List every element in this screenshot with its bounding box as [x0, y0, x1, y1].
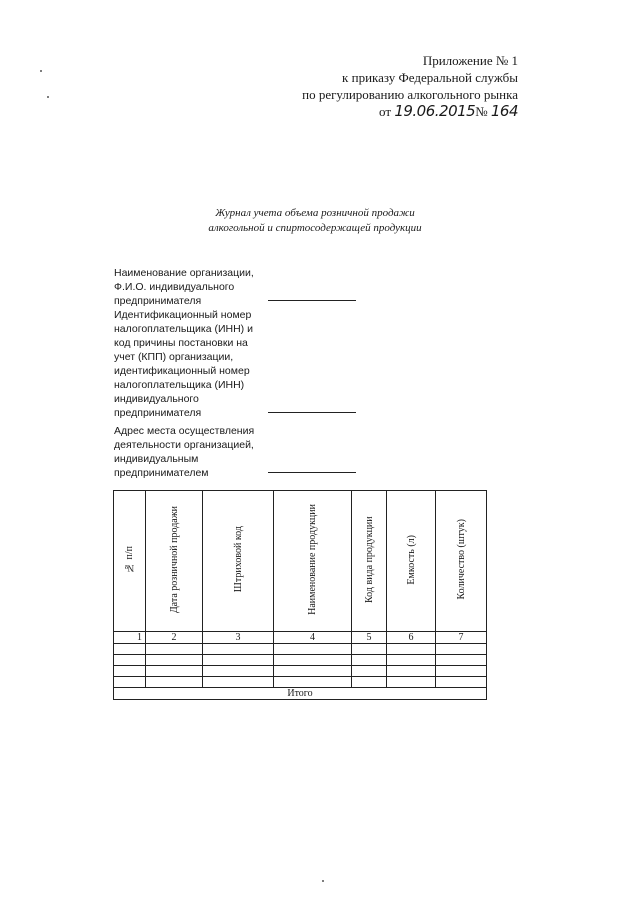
- column-number-row: [114, 632, 487, 644]
- table-row: [114, 666, 487, 677]
- annex-date-line: [302, 103, 518, 120]
- field-label-line: идентификационный номер: [114, 365, 250, 377]
- total-label: Итого: [114, 688, 487, 700]
- field-label-line: предпринимателя: [114, 295, 202, 307]
- header-cell: [274, 491, 352, 632]
- field-label-line: предпринимателем: [114, 467, 209, 479]
- table-row: [114, 644, 487, 655]
- column-number: 5: [352, 632, 387, 644]
- field-label-line: учет (КПП) организации,: [114, 351, 234, 363]
- header-product-type-code: Код вида продукции: [363, 516, 375, 603]
- table-cell[interactable]: [203, 666, 274, 677]
- annex-number: 164: [490, 102, 518, 120]
- table-cell[interactable]: [114, 655, 146, 666]
- field-activity-address: [114, 424, 264, 480]
- field-label-line: Идентификационный номер: [114, 309, 252, 321]
- scan-speck: [40, 70, 42, 72]
- annex-date: 19.06.2015: [394, 102, 476, 120]
- table-cell[interactable]: [274, 644, 352, 655]
- journal-title-line-2: алкогольной и спиртосодержащей продукции: [208, 222, 422, 234]
- activity-address-blank[interactable]: [268, 472, 356, 473]
- header-cell: [114, 491, 146, 632]
- table-cell[interactable]: [352, 666, 387, 677]
- table-cell[interactable]: [387, 644, 436, 655]
- header-cell: [352, 491, 387, 632]
- header-cell: [203, 491, 274, 632]
- column-number: 3: [203, 632, 274, 644]
- header-cell: [146, 491, 203, 632]
- field-inn-kpp: [114, 308, 264, 420]
- table-cell[interactable]: [114, 666, 146, 677]
- field-label-line: налогоплательщика (ИНН): [114, 379, 245, 391]
- field-label-line: индивидуальным: [114, 453, 199, 465]
- table-cell[interactable]: [146, 666, 203, 677]
- table-cell[interactable]: [203, 677, 274, 688]
- annex-header: [302, 52, 518, 120]
- table-row: [114, 677, 487, 688]
- header-quantity: Количество (штук): [455, 519, 467, 600]
- field-label-line: предпринимателя: [114, 407, 202, 419]
- organization-name-blank[interactable]: [268, 300, 356, 301]
- table-cell[interactable]: [387, 655, 436, 666]
- header-product-name: Наименование продукции: [307, 504, 318, 615]
- field-label-line: Адрес места осуществления: [114, 425, 255, 437]
- table-cell[interactable]: [436, 677, 487, 688]
- journal-title: [150, 206, 480, 236]
- header-row-number: № п/п: [124, 546, 135, 573]
- table-cell[interactable]: [352, 677, 387, 688]
- table-cell[interactable]: [114, 644, 146, 655]
- inn-kpp-blank[interactable]: [268, 412, 356, 413]
- table-cell[interactable]: [146, 655, 203, 666]
- table-cell[interactable]: [146, 644, 203, 655]
- table-cell[interactable]: [352, 655, 387, 666]
- scan-speck: [47, 96, 49, 98]
- field-label-line: деятельности организацией,: [114, 439, 254, 451]
- table-cell[interactable]: [203, 655, 274, 666]
- table-cell[interactable]: [387, 677, 436, 688]
- table-row: [114, 655, 487, 666]
- column-number: 6: [387, 632, 436, 644]
- annex-number-label: №: [475, 104, 488, 119]
- column-number: 2: [146, 632, 203, 644]
- field-organization-name: [114, 266, 264, 308]
- journal-table: [113, 490, 487, 700]
- header-capacity: Емкость (л): [405, 534, 417, 585]
- header-cell: [387, 491, 436, 632]
- column-number: 4: [274, 632, 352, 644]
- header-sale-date: Дата розничной продажи: [168, 505, 180, 614]
- table-cell[interactable]: [436, 644, 487, 655]
- annex-line-2: к приказу Федеральной службы: [342, 70, 518, 85]
- table-cell[interactable]: [274, 655, 352, 666]
- table-cell[interactable]: [436, 655, 487, 666]
- table-cell[interactable]: [436, 666, 487, 677]
- column-number: 1: [114, 632, 146, 644]
- field-label-line: код причины постановки на: [114, 337, 248, 349]
- header-barcode: Штриховой код: [232, 526, 244, 593]
- table-cell[interactable]: [274, 677, 352, 688]
- field-label-line: налогоплательщика (ИНН) и: [114, 323, 253, 335]
- annex-line-3: по регулированию алкогольного рынка: [302, 87, 518, 102]
- table-cell[interactable]: [387, 666, 436, 677]
- scan-speck: [322, 880, 324, 882]
- table-cell[interactable]: [146, 677, 203, 688]
- annex-from-label: от: [379, 104, 392, 119]
- total-row: [114, 688, 487, 700]
- column-number: 7: [436, 632, 487, 644]
- table-cell[interactable]: [203, 644, 274, 655]
- field-label-line: Наименование организации,: [114, 267, 254, 279]
- table-cell[interactable]: [114, 677, 146, 688]
- table-header-row: [114, 491, 487, 632]
- journal-title-line-1: Журнал учета объема розничной продажи: [215, 207, 415, 219]
- table-cell[interactable]: [352, 644, 387, 655]
- table-cell[interactable]: [274, 666, 352, 677]
- field-label-line: индивидуального: [114, 393, 199, 405]
- annex-line-1: Приложение № 1: [422, 53, 518, 68]
- header-cell: [436, 491, 487, 632]
- field-label-line: Ф.И.О. индивидуального: [114, 281, 235, 293]
